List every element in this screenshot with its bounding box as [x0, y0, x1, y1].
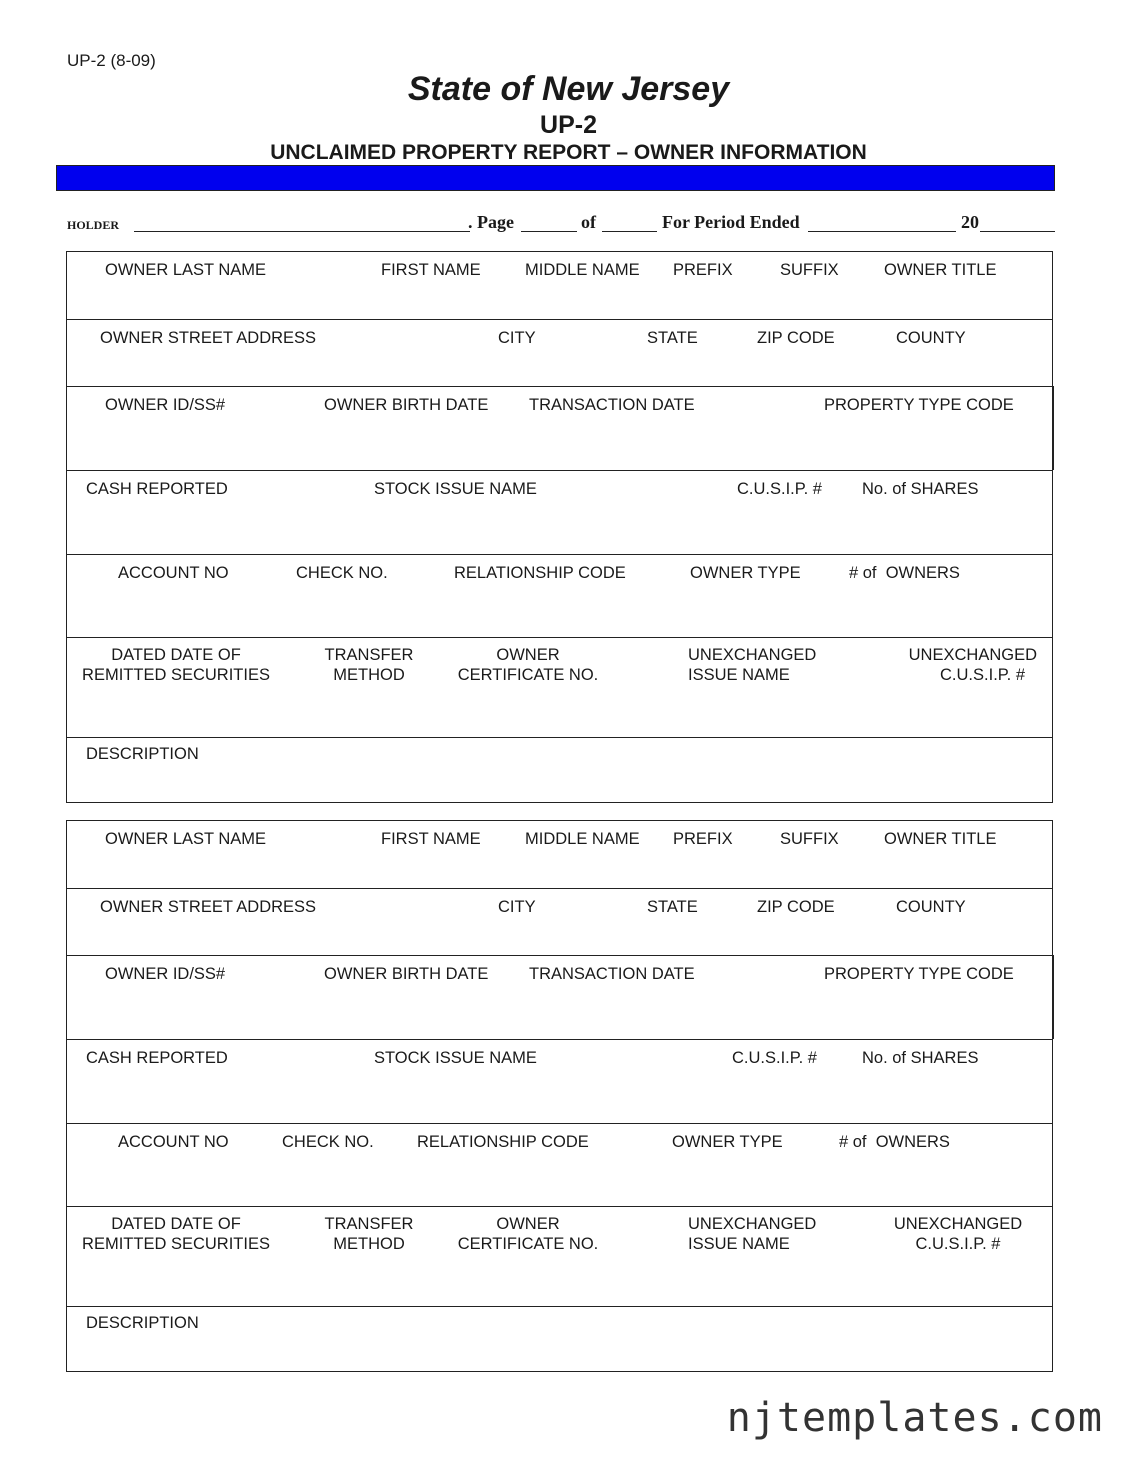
securities-row[interactable] [67, 1206, 1052, 1306]
owner-id-label: OWNER ID/SS# [105, 396, 226, 414]
property-type-code-label: PROPERTY TYPE CODE [824, 396, 1014, 414]
header-bar [56, 165, 1055, 191]
account-row[interactable] [67, 1123, 1052, 1206]
property-type-code-label: PROPERTY TYPE CODE [824, 965, 1014, 983]
unexchanged-issue-name-label: UNEXCHANGED ISSUE NAME [688, 1215, 817, 1253]
unexchanged-cusip-label: UNEXCHANGED C.U.S.I.P. # [893, 1215, 1023, 1253]
owner-type-label: OWNER TYPE [672, 1133, 783, 1151]
page-title: State of New Jersey [407, 70, 730, 108]
page-field[interactable] [521, 231, 577, 232]
number-of-shares-label: No. of SHARES [862, 480, 979, 498]
owner-birth-date-label: OWNER BIRTH DATE [324, 965, 489, 983]
dated-date-label: DATED DATE OF REMITTED SECURITIES [82, 1215, 270, 1253]
city-label: CITY [498, 329, 536, 347]
watermark: njtemplates.com [726, 1395, 1103, 1441]
owner-id-row[interactable] [67, 955, 1054, 1039]
cash-row[interactable] [67, 470, 1052, 554]
description-row[interactable] [67, 1306, 1052, 1372]
middle-name-label: MIDDLE NAME [525, 261, 640, 279]
page-label: . Page [468, 212, 514, 232]
owner-birth-date-label: OWNER BIRTH DATE [324, 396, 489, 414]
relationship-code-label: RELATIONSHIP CODE [417, 1133, 589, 1151]
county-label: COUNTY [896, 329, 966, 347]
middle-name-label: MIDDLE NAME [525, 830, 640, 848]
owner-title-label: OWNER TITLE [884, 830, 997, 848]
securities-row[interactable] [67, 637, 1052, 737]
prefix-label: PREFIX [673, 830, 733, 848]
holder-field[interactable] [134, 231, 470, 232]
cusip-label: C.U.S.I.P. # [732, 1049, 817, 1067]
name-row[interactable] [67, 821, 1052, 888]
account-no-label: ACCOUNT NO [118, 1133, 229, 1151]
owner-certificate-no-label: OWNER CERTIFICATE NO. [457, 646, 599, 684]
transaction-date-label: TRANSACTION DATE [529, 396, 695, 414]
owner-street-address-label: OWNER STREET ADDRESS [100, 329, 317, 347]
year-field[interactable] [980, 231, 1055, 232]
suffix-label: SUFFIX [780, 830, 839, 848]
name-row[interactable] [67, 252, 1052, 319]
holder-line [67, 207, 1055, 235]
check-no-label: CHECK NO. [282, 1133, 374, 1151]
address-row[interactable] [67, 319, 1052, 386]
state-label: STATE [647, 329, 698, 347]
description-label: DESCRIPTION [86, 1314, 199, 1332]
prefix-label: PREFIX [673, 261, 733, 279]
cash-reported-label: CASH REPORTED [86, 1049, 228, 1067]
cusip-label: C.U.S.I.P. # [737, 480, 822, 498]
owner-title-label: OWNER TITLE [884, 261, 997, 279]
county-label: COUNTY [896, 898, 966, 916]
period-field[interactable] [808, 231, 956, 232]
form-code: UP-2 [540, 111, 597, 139]
stock-issue-name-label: STOCK ISSUE NAME [374, 1049, 537, 1067]
period-label: For Period Ended [662, 212, 800, 232]
number-of-owners-label: # of OWNERS [849, 564, 960, 582]
cash-row[interactable] [67, 1039, 1052, 1123]
owner-id-label: OWNER ID/SS# [105, 965, 226, 983]
owner-last-name-label: OWNER LAST NAME [105, 830, 267, 848]
description-label: DESCRIPTION [86, 745, 199, 763]
check-no-label: CHECK NO. [296, 564, 388, 582]
suffix-label: SUFFIX [780, 261, 839, 279]
state-label: STATE [647, 898, 698, 916]
description-row[interactable] [67, 737, 1052, 803]
owner-id-row[interactable] [67, 386, 1054, 470]
number-of-owners-label: # of OWNERS [839, 1133, 950, 1151]
year-label: 20 [961, 212, 979, 232]
page-total-field[interactable] [602, 231, 657, 232]
account-row[interactable] [67, 554, 1052, 637]
relationship-code-label: RELATIONSHIP CODE [454, 564, 626, 582]
owner-certificate-no-label: OWNER CERTIFICATE NO. [457, 1215, 599, 1253]
city-label: CITY [498, 898, 536, 916]
cash-reported-label: CASH REPORTED [86, 480, 228, 498]
first-name-label: FIRST NAME [381, 261, 481, 279]
owner-record-block-1 [66, 251, 1053, 803]
transfer-method-label: TRANSFER METHOD [324, 1215, 414, 1253]
zip-code-label: ZIP CODE [757, 898, 835, 916]
form-number: UP-2 (8-09) [67, 51, 156, 70]
unexchanged-cusip-label: UNEXCHANGED C.U.S.I.P. # [908, 646, 1037, 684]
holder-label: HOLDER [67, 218, 120, 232]
address-row[interactable] [67, 888, 1052, 955]
number-of-shares-label: No. of SHARES [862, 1049, 979, 1067]
owner-street-address-label: OWNER STREET ADDRESS [100, 898, 317, 916]
form-subtitle: UNCLAIMED PROPERTY REPORT – OWNER INFORMATION [270, 141, 867, 164]
owner-type-label: OWNER TYPE [690, 564, 801, 582]
owner-last-name-label: OWNER LAST NAME [105, 261, 267, 279]
owner-record-block-2 [66, 820, 1053, 1372]
zip-code-label: ZIP CODE [757, 329, 835, 347]
first-name-label: FIRST NAME [381, 830, 481, 848]
transaction-date-label: TRANSACTION DATE [529, 965, 695, 983]
account-no-label: ACCOUNT NO [118, 564, 229, 582]
transfer-method-label: TRANSFER METHOD [324, 646, 414, 684]
dated-date-label: DATED DATE OF REMITTED SECURITIES [82, 646, 270, 684]
unexchanged-issue-name-label: UNEXCHANGED ISSUE NAME [688, 646, 817, 684]
of-label: of [581, 212, 596, 232]
stock-issue-name-label: STOCK ISSUE NAME [374, 480, 537, 498]
